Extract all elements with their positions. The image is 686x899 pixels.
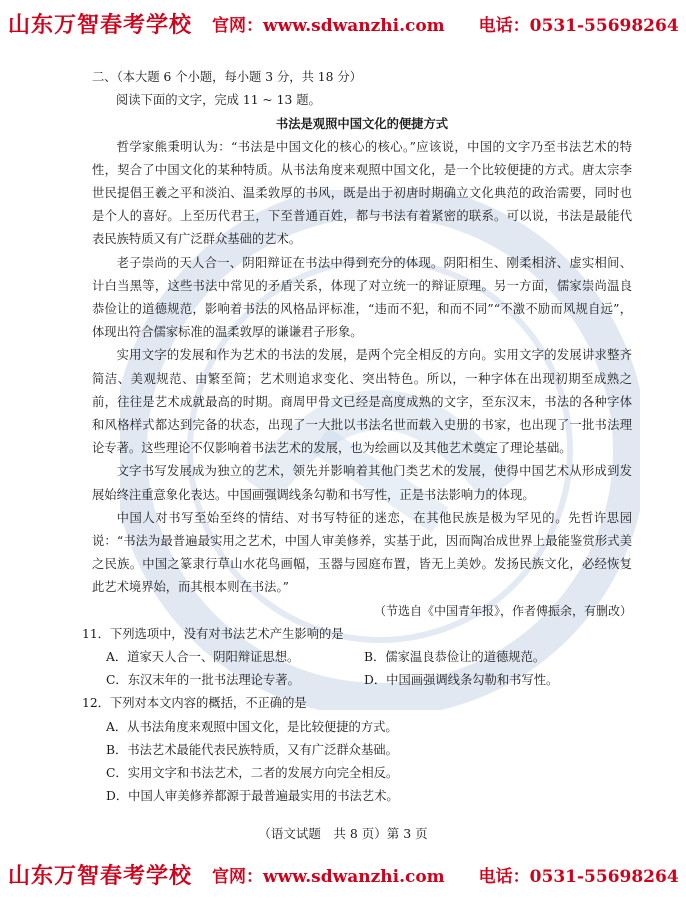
website: 官网：www.sdwanzhi.com — [212, 15, 445, 36]
essay-paragraph: 中国人对书写至始至终的情结、对书写特征的迷恋，在其他民族是极为罕见的。先哲许思园说：“书法为最普遍最实用之艺术，中国人审美修养，实基于此，因而陶冶成世界上最能鉴赏形式美之民族。中国之篆隶行草山水花鸟画幅，玉器与园庭布置，皆无上美妙。发扬民族文化，必经恢复此艺术境界始，而其根本则在书法。” — [92, 510, 632, 595]
question-11-stem: 11．下列选项中，没有对书法艺术产生影响的是 — [82, 626, 344, 641]
page-footer: （语文试题 共 8 页）第 3 页 — [258, 826, 428, 841]
question-11-options — [106, 646, 632, 692]
school-name: 山东万智春考学校 — [8, 862, 193, 889]
essay-paragraph: 哲学家熊秉明认为：“书法是中国文化的核心的核心。”应该说，中国的文字乃至书法艺术的特性，契合了中国文化的某种特质。从书法角度来观照中国文化，是一个比较便捷的方式。唐太宗李世民提倡王羲之平和淡泊、温柔敦厚的书风，既是出于初唐时期确立文化典范的政治需要，同时也是个人的喜好。上至历代君王，下至普通百姓，都与书法有着紧密的联系。可以说，书法是最能代表民族特质又有广泛群众基础的艺术。 — [92, 139, 632, 247]
exam-page-content — [82, 66, 632, 809]
phone-number: 电话：0531-55698264 — [478, 15, 679, 36]
option-a: A．从书法角度来观照中国文化，是比较便捷的方式。 — [106, 719, 398, 734]
essay-paragraph: 老子崇尚的天人合一、阴阳辩证在书法中得到充分的体现。阴阳相生、刚柔相济、虚实相间、计白当黑等，这些书法中常见的矛盾关系，体现了对立统一的辩证原理。另一方面，儒家崇尚温良恭俭让的道德规范，影响着书法的风格品评标准，“违而不犯，和而不同”“不激不励而风规自远”，体现出符合儒家标准的温柔敦厚的谦谦君子形象。 — [92, 255, 632, 340]
essay-source: （节选自《中国青年报》，作者傅振余，有删改） — [373, 603, 632, 618]
option-c: C．东汉末年的一批书法理论专著。 — [106, 673, 300, 688]
option-c: C．实用文字和书法艺术，二者的发展方向完全相反。 — [106, 766, 399, 781]
school-name: 山东万智春考学校 — [8, 11, 193, 38]
section-instruction: 阅读下面的文字，完成 11 ~ 13 题。 — [116, 93, 321, 108]
essay-paragraph: 实用文字的发展和作为艺术的书法的发展，是两个完全相反的方向。实用文字的发展讲求整齐简洁、美观规范、由繁至简；艺术则追求变化、突出特色。所以，一种字体在出现初期至成熟之前，往往是艺术成就最高的时期。商周甲骨文已经是高度成熟的文字，至东汉末，书法的各种字体和风格样式都达到完备的状态，出现了一大批以书法名世而载入史册的书家，也出现了一批书法理论专著。这些理论不仅影响着书法艺术的发展，也为绘画以及其他艺术奠定了理论基础。 — [92, 348, 632, 456]
top-banner — [0, 0, 686, 46]
phone-number: 电话：0531-55698264 — [478, 866, 679, 887]
website: 官网：www.sdwanzhi.com — [212, 866, 445, 887]
option-d: D．中国人审美修养都源于最普遍最实用的书法艺术。 — [106, 789, 399, 804]
option-b: B．儒家温良恭俭让的道德规范。 — [364, 650, 546, 665]
option-d: D．中国画强调线条勾勒和书写性。 — [364, 673, 559, 688]
option-b: B．书法艺术最能代表民族特质，又有广泛群众基础。 — [106, 742, 398, 757]
essay-paragraph: 文字书写发展成为独立的艺术，领先并影响着其他门类艺术的发展，使得中国艺术从形成到发展始终注重意象化表达。中国画强调线条勾勒和书写性，正是书法影响力的体现。 — [92, 464, 632, 502]
question-12-stem: 12．下列对本文内容的概括，不正确的是 — [82, 696, 307, 711]
section-heading: 二、（本大题 6 个小题，每小题 3 分，共 18 分） — [92, 70, 362, 84]
essay-title: 书法是观照中国文化的便捷方式 — [275, 116, 449, 132]
bottom-banner — [0, 851, 686, 897]
option-a: A．道家天人合一、阴阳辩证思想。 — [106, 650, 300, 665]
